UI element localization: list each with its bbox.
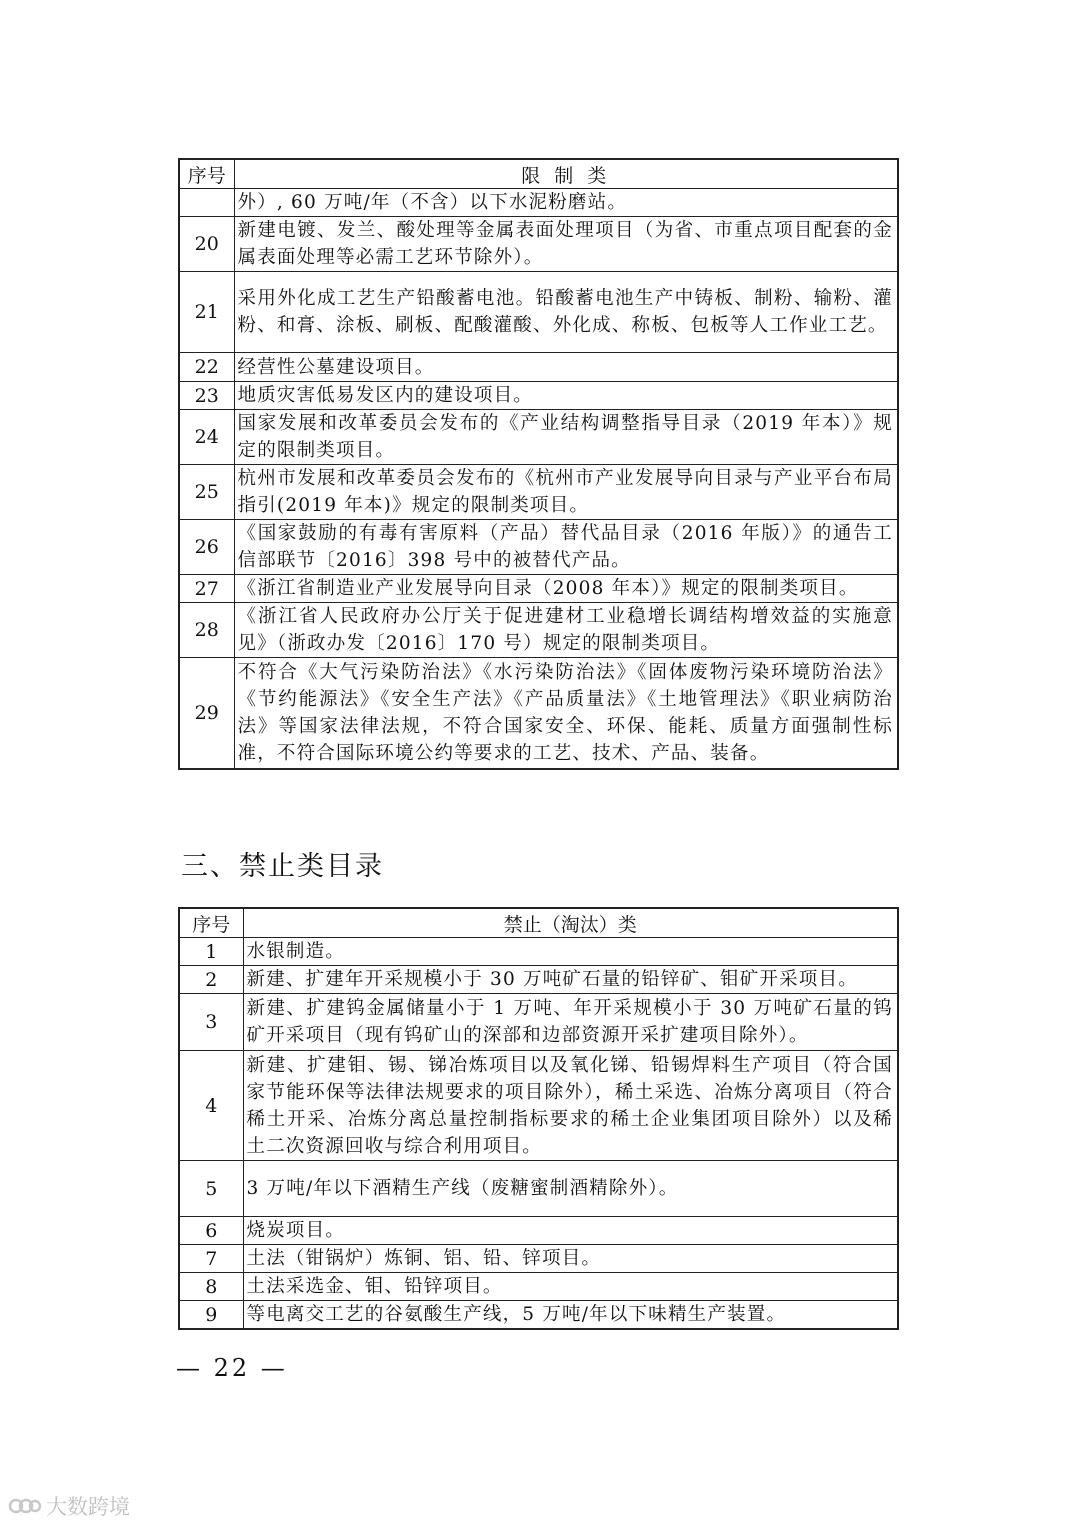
row-text: 外）, 60 万吨/年（不含）以下水泥粉磨站。 bbox=[234, 189, 898, 217]
row-text: 土法采选金、钼、铅锌项目。 bbox=[243, 1273, 898, 1301]
row-text: 《浙江省人民政府办公厅关于促进建材工业稳增长调结构增效益的实施意见》（浙政办发〔2016〕170 号）规定的限制类项目。 bbox=[234, 603, 898, 658]
table-row bbox=[179, 353, 898, 382]
row-number: 4 bbox=[179, 1051, 243, 1161]
table-row bbox=[179, 658, 898, 769]
row-number: 29 bbox=[179, 658, 234, 769]
table-row bbox=[179, 603, 898, 658]
row-number: 5 bbox=[179, 1161, 243, 1217]
row-number: 8 bbox=[179, 1273, 243, 1301]
row-text: 新建、扩建年开采规模小于 30 万吨矿石量的铅锌矿、钼矿开采项目。 bbox=[243, 966, 898, 994]
table-row bbox=[179, 966, 898, 994]
row-text: 《浙江省制造业产业发展导向目录（2008 年本）》规定的限制类项目。 bbox=[234, 575, 898, 603]
row-text: 土法（钳锅炉）炼铜、铝、铅、锌项目。 bbox=[243, 1245, 898, 1273]
table-row bbox=[179, 1273, 898, 1301]
table-row bbox=[179, 217, 898, 272]
table-row bbox=[179, 1051, 898, 1161]
table-row bbox=[179, 189, 898, 217]
table-row bbox=[179, 1217, 898, 1245]
row-text: 采用外化成工艺生产铅酸蓄电池。铅酸蓄电池生产中铸板、制粉、输粉、灌粉、和膏、涂板、刷板、配酸灌酸、外化成、称板、包板等人工作业工艺。 bbox=[234, 272, 898, 353]
column-header-title: 限 制 类 bbox=[234, 159, 898, 189]
row-number: 21 bbox=[179, 272, 234, 353]
row-text: 水银制造。 bbox=[243, 938, 898, 966]
row-number: 6 bbox=[179, 1217, 243, 1245]
table-row bbox=[179, 272, 898, 353]
row-number: 3 bbox=[179, 994, 243, 1051]
watermark-logo-icon bbox=[8, 1495, 42, 1517]
row-number: 23 bbox=[179, 382, 234, 410]
table-row bbox=[179, 994, 898, 1051]
table-row bbox=[179, 1301, 898, 1330]
row-number bbox=[179, 189, 234, 217]
column-header-no: 序号 bbox=[179, 159, 234, 189]
column-header-no: 序号 bbox=[179, 908, 243, 938]
row-text: 经营性公墓建设项目。 bbox=[234, 353, 898, 382]
row-number: 24 bbox=[179, 410, 234, 465]
table-row bbox=[179, 382, 898, 410]
row-text: 不符合《大气污染防治法》《水污染防治法》《固体废物污染环境防治法》《节约能源法》《安全生产法》《产品质量法》《土地管理法》《职业病防治法》等国家法律法规，不符合国家安全、环保、能耗、质量方面强制性标准，不符合国际环境公约等要求的工艺、技术、产品、装备。 bbox=[234, 658, 898, 769]
row-text: 新建、扩建钨金属储量小于 1 万吨、年开采规模小于 30 万吨矿石量的钨矿开采项目（现有钨矿山的深部和边部资源开采扩建项目除外）。 bbox=[243, 994, 898, 1051]
row-number: 9 bbox=[179, 1301, 243, 1330]
row-text: 新建、扩建钼、锡、锑冶炼项目以及氧化锑、铅锡焊料生产项目（符合国家节能环保等法律法规要求的项目除外），稀土采选、冶炼分离项目（符合稀土开采、冶炼分离总量控制指标要求的稀土企业集团项目除外）以及稀土二次资源回收与综合利用项目。 bbox=[243, 1051, 898, 1161]
table-row bbox=[179, 520, 898, 575]
watermark-text: 大数跨境 bbox=[46, 1495, 130, 1519]
section-heading: 三、禁止类目录 bbox=[181, 851, 384, 882]
row-text: 《国家鼓励的有毒有害原料（产品）替代品目录（2016 年版）》的通告工信部联节〔2016〕398 号中的被替代产品。 bbox=[234, 520, 898, 575]
table-row bbox=[179, 938, 898, 966]
row-text: 烧炭项目。 bbox=[243, 1217, 898, 1245]
row-number: 25 bbox=[179, 465, 234, 520]
row-number: 7 bbox=[179, 1245, 243, 1273]
row-number: 20 bbox=[179, 217, 234, 272]
table-row bbox=[179, 465, 898, 520]
row-number: 22 bbox=[179, 353, 234, 382]
row-text: 新建电镀、发兰、酸处理等金属表面处理项目（为省、市重点项目配套的金属表面处理等必需工艺环节除外）。 bbox=[234, 217, 898, 272]
prohibited-table bbox=[178, 907, 899, 1330]
table-header-row bbox=[179, 908, 898, 938]
row-number: 27 bbox=[179, 575, 234, 603]
row-number: 1 bbox=[179, 938, 243, 966]
row-text: 国家发展和改革委员会发布的《产业结构调整指导目录（2019 年本）》规定的限制类项目。 bbox=[234, 410, 898, 465]
table-row bbox=[179, 1161, 898, 1217]
table-row bbox=[179, 1245, 898, 1273]
watermark bbox=[8, 1491, 130, 1521]
table-row bbox=[179, 575, 898, 603]
table-header-row bbox=[179, 159, 898, 189]
row-number: 28 bbox=[179, 603, 234, 658]
table-row bbox=[179, 410, 898, 465]
page-number: — 22 — bbox=[176, 1354, 288, 1382]
restricted-table bbox=[178, 158, 899, 770]
row-text: 3 万吨/年以下酒精生产线（废糖蜜制酒精除外）。 bbox=[243, 1161, 898, 1217]
column-header-title: 禁止（淘汰）类 bbox=[243, 908, 898, 938]
row-text: 地质灾害低易发区内的建设项目。 bbox=[234, 382, 898, 410]
row-number: 26 bbox=[179, 520, 234, 575]
row-number: 2 bbox=[179, 966, 243, 994]
row-text: 杭州市发展和改革委员会发布的《杭州市产业发展导向目录与产业平台布局指引(2019 年本)》规定的限制类项目。 bbox=[234, 465, 898, 520]
row-text: 等电离交工艺的谷氨酸生产线，5 万吨/年以下味精生产装置。 bbox=[243, 1301, 898, 1330]
